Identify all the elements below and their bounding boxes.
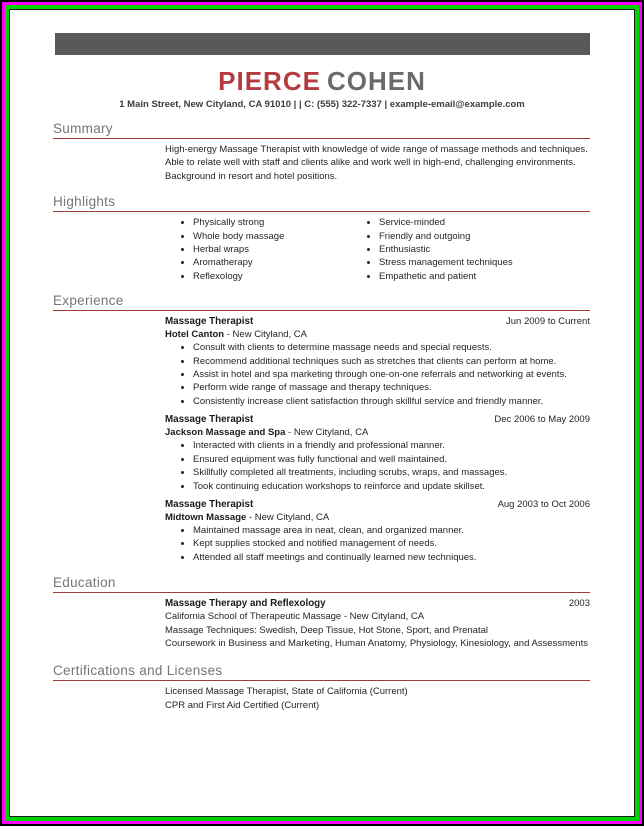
job-role: Massage Therapist <box>165 498 254 510</box>
highlight-item: • Herbal wraps <box>193 243 351 256</box>
job-location: - New Cityland, CA <box>226 329 307 341</box>
job-bullet-list <box>165 524 590 564</box>
job-dates: Dec 2006 to May 2009 <box>494 414 590 426</box>
job-bullet: • Consult with clients to determine massage needs and special requests. <box>193 341 590 354</box>
certification-item: CPR and First Aid Certified (Current) <box>165 699 320 711</box>
job-title-row <box>165 413 590 426</box>
job-bullet: • Assist in hotel and spa marketing through one-on-one referrals and networking at events. <box>193 368 590 381</box>
job-entry <box>165 413 590 493</box>
job-dates: Jun 2009 to Current <box>506 316 590 328</box>
job-role: Massage Therapist <box>165 316 254 328</box>
highlights-left-list <box>165 216 351 283</box>
candidate-name <box>10 67 634 95</box>
job-location: - New Cityland, CA <box>288 427 369 439</box>
education-degree: Massage Therapy and Reflexology <box>165 598 326 610</box>
job-title-row <box>165 498 590 511</box>
highlights-heading: Highlights <box>53 193 590 212</box>
section-summary <box>53 120 590 183</box>
highlights-columns <box>165 216 590 283</box>
highlights-right-list <box>351 216 590 283</box>
summary-heading: Summary <box>53 120 590 139</box>
section-experience <box>53 292 590 564</box>
education-techniques: Massage Techniques: Swedish, Deep Tissue, Hot Stone, Sport, and Prenatal <box>165 624 489 636</box>
section-certifications <box>53 662 590 712</box>
job-bullet: • Interacted with clients in a friendly and professional manner. <box>193 439 590 452</box>
education-heading: Education <box>53 574 590 593</box>
certification-item: Licensed Massage Therapist, State of California (Current) <box>165 686 408 698</box>
job-bullet: • Recommend additional techniques such as stretches that clients can perform at home. <box>193 355 590 368</box>
header-bar <box>55 33 590 55</box>
highlight-item: • Aromatherapy <box>193 256 351 269</box>
highlight-item: • Whole body massage <box>193 230 351 243</box>
summary-text: High-energy Massage Therapist with knowledge of wide range of massage methods and techniques. Able to relate well with staff and clients alike and work well in high-end, challenging environments. Background in resort and hotel positions. <box>165 144 588 182</box>
highlight-item: • Friendly and outgoing <box>379 230 590 243</box>
highlight-item: • Physically strong <box>193 216 351 229</box>
job-location: - New Cityland, CA <box>248 511 330 523</box>
highlights-content <box>165 216 590 283</box>
job-company-line <box>165 511 590 524</box>
resume-page <box>9 9 635 817</box>
job-dates: Aug 2003 to Oct 2006 <box>497 498 590 510</box>
job-bullet-list <box>165 439 590 493</box>
green-frame <box>5 5 639 821</box>
job-entry <box>165 315 590 408</box>
magenta-frame <box>2 2 642 824</box>
education-year: 2003 <box>568 598 590 610</box>
section-education <box>53 574 590 650</box>
highlight-item: • Stress management techniques <box>379 256 590 269</box>
highlight-item: • Reflexology <box>193 270 351 283</box>
job-company-line <box>165 426 590 439</box>
job-bullet: • Perform wide range of massage and therapy techniques. <box>193 381 590 394</box>
first-name: PIERCE <box>218 66 321 96</box>
experience-content <box>165 315 590 564</box>
job-bullet-list <box>165 341 590 408</box>
job-bullet: • Attended all staff meetings and continually learned new techniques. <box>193 551 590 564</box>
highlight-item: • Enthusiastic <box>379 243 590 256</box>
education-title-row <box>165 597 590 610</box>
job-company: Midtown Massage <box>165 511 247 523</box>
experience-heading: Experience <box>53 292 590 311</box>
job-bullet: • Ensured equipment was fully functional and well maintained. <box>193 453 590 466</box>
last-name: COHEN <box>326 66 426 96</box>
job-entry <box>165 498 590 564</box>
certifications-content <box>165 685 590 712</box>
highlight-item: • Service-minded <box>379 216 590 229</box>
education-school: California School of Therapeutic Massage - New Cityland, CA <box>165 611 425 623</box>
highlight-item: • Empathetic and patient <box>379 270 590 283</box>
job-role: Massage Therapist <box>165 414 254 426</box>
job-company: Hotel Canton <box>165 329 225 341</box>
job-company: Jackson Massage and Spa <box>165 427 286 439</box>
job-bullet: • Maintained massage area in neat, clean, and organized manner. <box>193 524 590 537</box>
job-bullet: • Skillfully completed all treatments, including scrubs, wraps, and massages. <box>193 466 590 479</box>
job-title-row <box>165 315 590 328</box>
job-bullet: • Consistently increase client satisfaction through skillful service and friendly manner. <box>193 395 590 408</box>
job-bullet: • Took continuing education workshops to reinforce and update skillset. <box>193 480 590 493</box>
job-company-line <box>165 328 590 341</box>
job-bullet: • Kept supplies stocked and notified management of needs. <box>193 537 590 550</box>
contact-line: 1 Main Street, New Cityland, CA 91010 | | C: (555) 322-7337 | example-email@example.com <box>119 99 525 110</box>
section-highlights <box>53 193 590 283</box>
education-content <box>165 597 590 650</box>
education-coursework: Coursework in Business and Marketing, Human Anatomy, Physiology, Kinesiology, and Assessments <box>165 637 588 649</box>
certifications-heading: Certifications and Licenses <box>53 662 590 681</box>
